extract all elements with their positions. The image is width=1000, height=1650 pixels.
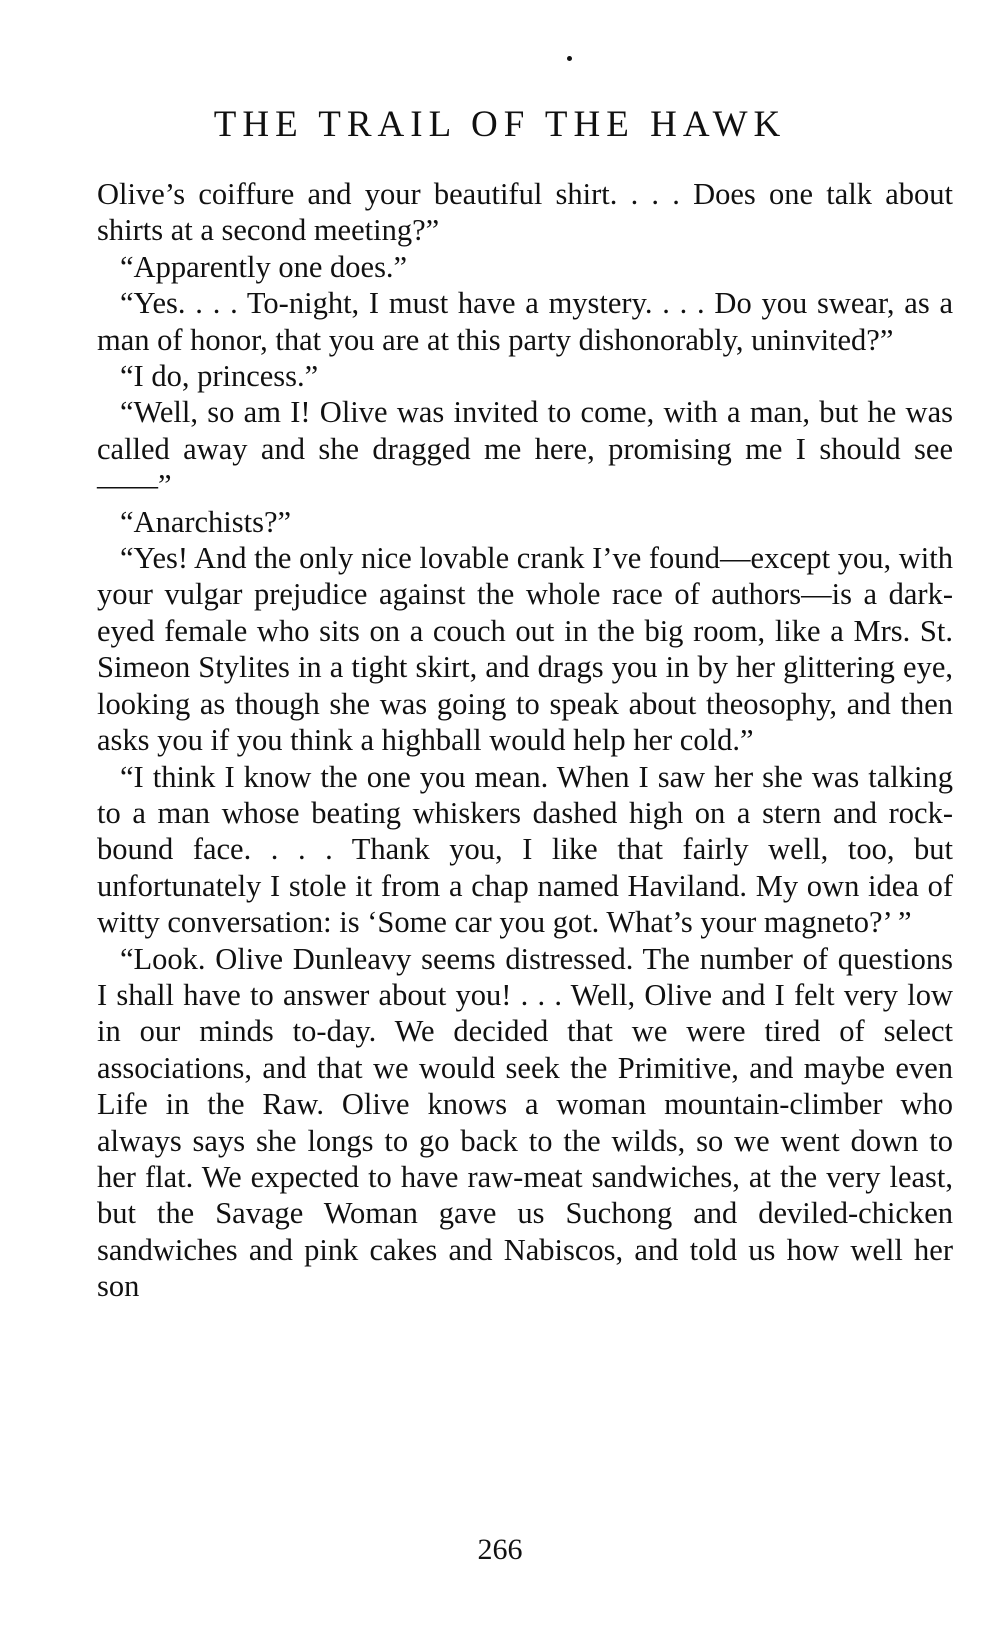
paragraph: “Yes. . . . To-night, I must have a mystery. . . . Do you swear, as a man of honor, that you are at this party dishonorably, uninvited?” — [97, 286, 953, 357]
paragraph: “Apparently one does.” — [120, 249, 408, 284]
paragraph: “Look. Olive Dunleavy seems distressed. The number of questions I shall have to answer about you! . . . Well, Olive and I felt very low in our minds to-day. We decided that we were tired of select associations, and that we would seek the Primitive, and maybe even Life in the Raw. Olive knows a woman mountain-climber who always says she longs to go back to the wilds, so we went down to her flat. We expected to have raw-meat sandwiches, at the very least, but the Savage Woman gave us Suchong and deviled-chicken sandwiches and pink cakes and Nabiscos, and told us how well her son — [97, 941, 953, 1304]
paragraph: “Well, so am I! Olive was invited to come, with a man, but he was called away and she dragged me here, promising me I should see——” — [97, 395, 953, 503]
paragraph-continued: Olive’s coiffure and your beautiful shirt. . . . Does one talk about shirts at a second meeting?” — [97, 177, 953, 248]
paragraph: “I think I know the one you mean. When I saw her she was talking to a man whose beating whiskers dashed high on a stern and rock-bound face. . . . Thank you, I like that fairly well, too, but unfortunately I stole it from a chap named Haviland. My own idea of witty conversation: is ‘Some car you got. What’s your magneto?’ ” — [97, 759, 953, 940]
printed-dot — [567, 56, 572, 61]
page-number: 266 — [477, 1533, 523, 1566]
paragraph: “Anarchists?” — [120, 504, 292, 539]
running-head: THE TRAIL OF THE HAWK — [213, 104, 787, 145]
body-text — [97, 176, 953, 1305]
paragraph: “I do, princess.” — [120, 359, 319, 394]
paragraph: “Yes! And the only nice lovable crank I’ve found—except you, with your vulgar prejudice against the whole race of authors—is a dark-eyed female who sits on a couch out in the big room, like a Mrs. St. Simeon Stylites in a tight skirt, and drags you in by her glittering eye, looking as though she was going to speak about theosophy, and then asks you if you think a highball would help her cold.” — [97, 541, 953, 758]
